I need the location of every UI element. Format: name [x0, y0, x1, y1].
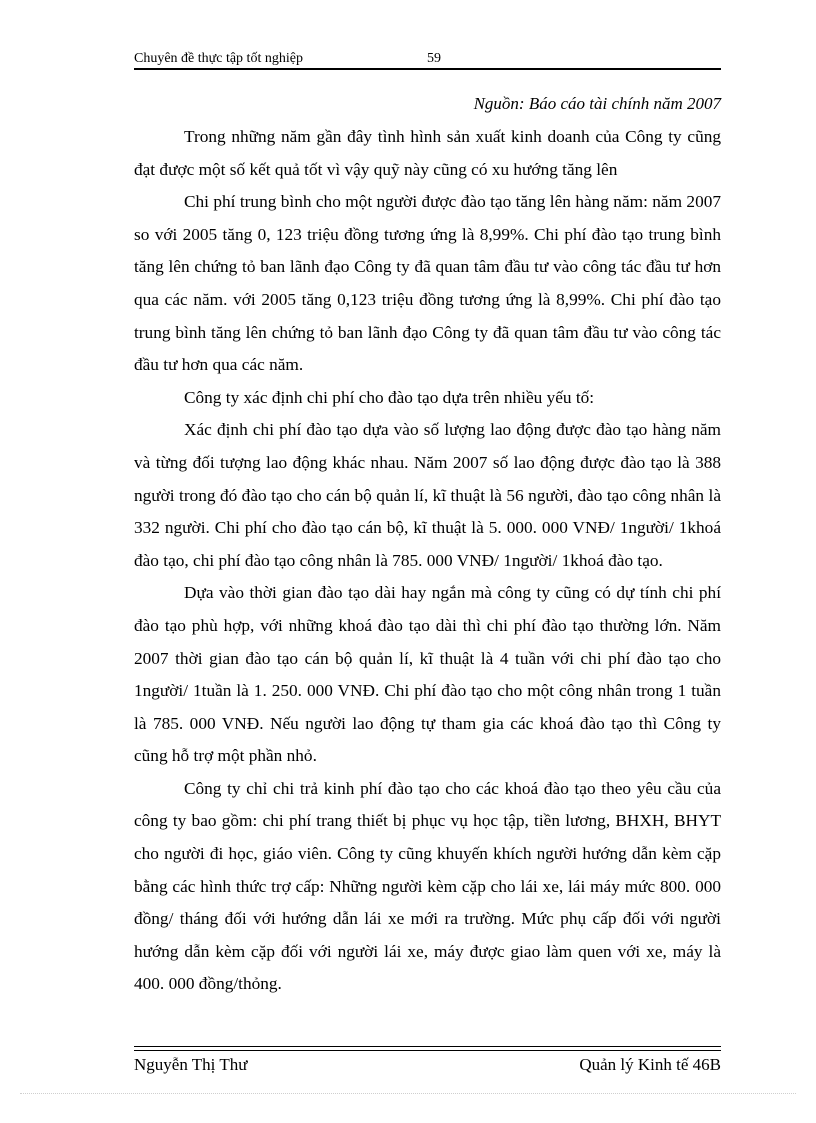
footer-author: Nguyễn Thị Thư [134, 1055, 248, 1074]
paragraph-4: Xác định chi phí đào tạo dựa vào số lượng lao động được đào tạo hàng năm và từng đối tượng lao động khác nhau. Năm 2007 số lao động được đào tạo là 388 người trong đó đào tạo cho cán bộ quản lí, kĩ thuật là 56 người, đào tạo công nhân là 332 người. Chi phí cho đào tạo cán bộ, kĩ thuật là 5. 000. 000 VNĐ/ 1người/ 1khoá đào tạo, chi phí đào tạo công nhân là 785. 000 VNĐ/ 1người/ 1khoá đào tạo. [134, 420, 721, 570]
paragraph-2: Chi phí trung bình cho một người được đào tạo tăng lên hàng năm: năm 2007 so với 2005 tăng 0, 123 triệu đồng tương ứng là 8,99%. Chi phí đào tạo trung bình tăng lên chứng tỏ ban lãnh đạo Công ty đã quan tâm đầu tư vào công tác đầu tư hơn qua các năm. với 2005 tăng 0,123 triệu đồng tương ứng là 8,99%. Chi phí đào tạo trung bình tăng lên chứng tỏ ban lãnh đạo Công ty đã quan tâm đầu tư vào công tác đầu tư hơn qua các năm. [134, 192, 721, 375]
body-text [134, 121, 721, 1001]
footer-department: Quản lý Kinh tế 46B [579, 1055, 721, 1074]
source-note: Nguồn: Báo cáo tài chính năm 2007 [473, 94, 721, 113]
footer-divider [134, 1046, 721, 1051]
paragraph-6: Công ty chỉ chi trả kinh phí đào tạo cho các khoá đào tạo theo yêu cầu của công ty bao gồm: chi phí trang thiết bị phục vụ học tập, tiền lương, BHXH, BHYT cho người đi học, giáo viên. Công ty cũng khuyến khích người hướng dẫn kèm cặp bằng các hình thức trợ cấp: Những người kèm cặp cho lái xe, lái máy mức 800. 000 đồng/ tháng đối với hướng dẫn lái xe mới ra trường. Mức phụ cấp đối với người hướng dẫn kèm cặp đối với người lái xe, máy được giao làm quen với xe, máy là 400. 000 đồng/thỏng. [134, 778, 721, 994]
paragraph-1: Trong những năm gần đây tình hình sản xuất kinh doanh của Công ty cũng đạt được một số kết quả tốt vì vậy quỹ này cũng có xu hướng tăng lên [134, 127, 721, 179]
paragraph-3: Công ty xác định chi phí cho đào tạo dựa trên nhiều yếu tố: [184, 387, 595, 407]
page-bottom-border [20, 1093, 796, 1094]
header-divider [134, 68, 721, 70]
header-title: Chuyên đề thực tập tốt nghiệp [134, 51, 303, 66]
paragraph-5: Dựa vào thời gian đào tạo dài hay ngắn mà công ty cũng có dự tính chi phí đào tạo phù hợp, với những khoá đào tạo dài thì chi phí đào tạo thường lớn. Năm 2007 thời gian đào tạo cán bộ quản lí, kĩ thuật là 4 tuần với chi phí đào tạo cho 1người/ 1tuần là 1. 250. 000 VNĐ. Chi phí đào tạo cho một công nhân trong 1 tuần là 785. 000 VNĐ. Nếu người lao động tự tham gia các khoá đào tạo thì Công ty cũng hỗ trợ một phần nhỏ. [134, 583, 721, 766]
page-header [134, 49, 721, 69]
page-number: 59 [427, 51, 441, 66]
